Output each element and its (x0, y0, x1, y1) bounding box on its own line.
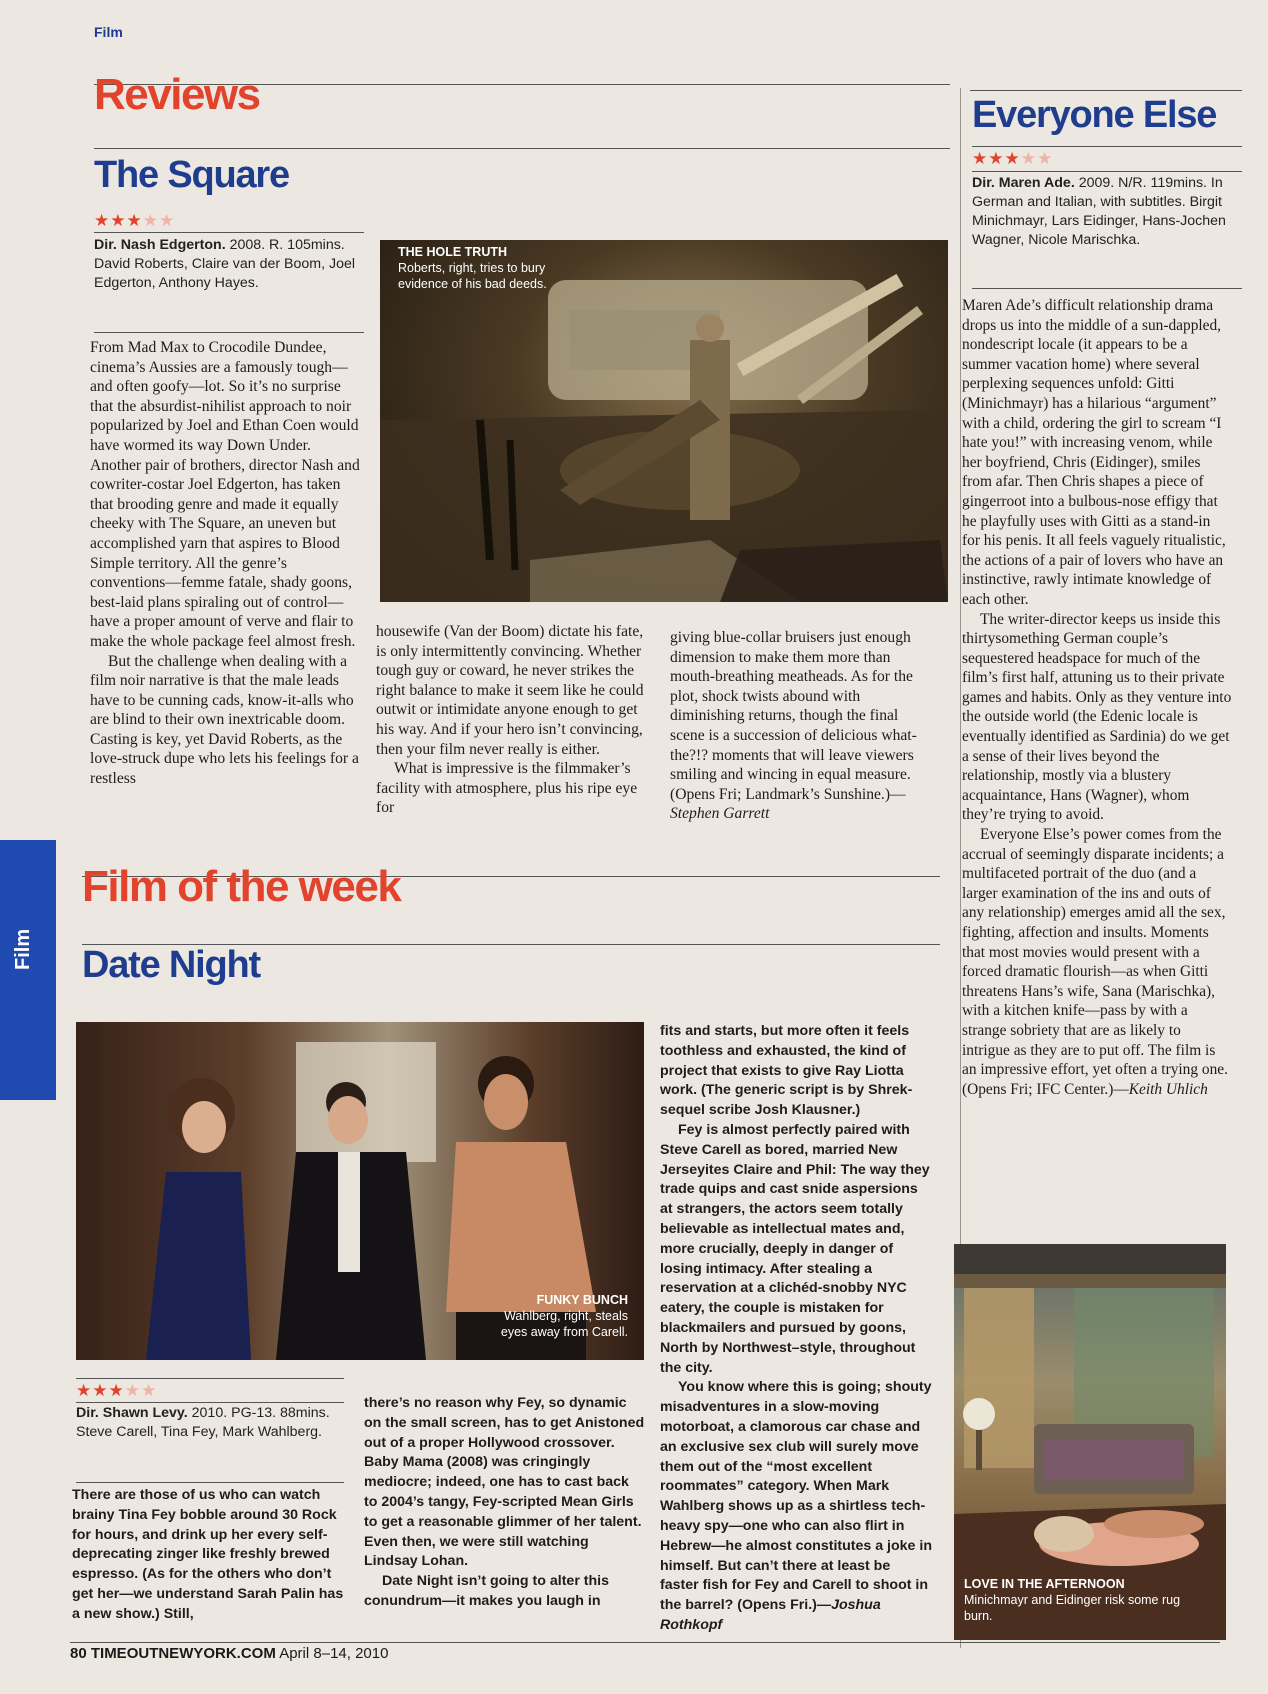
everyone-credits-rule (972, 171, 1242, 172)
section-tag: Film (94, 24, 123, 40)
square-caption (398, 244, 558, 292)
datenight-credits (76, 1404, 344, 1442)
datenight-col2-p1: there’s no reason why Fey, so dynamic on the small screen, has to get Anistoned out of a proper Hollywood crossover. Baby Mama (2008) was cringingly mediocre; indeed, one has to cast back to 2004’s tangy, Fey-scripted Mean Girls to get a reasonable glimmer of her talent. Even then, we were still watching Lindsay Lohan. (364, 1395, 645, 1570)
star-icon: ★ (108, 1381, 125, 1400)
side-tab-label: Film (12, 928, 34, 970)
star-icon: ★ (76, 1381, 93, 1400)
square-column-1 (90, 338, 360, 789)
everyone-caption-title: LOVE IN THE AFTERNOON (964, 1577, 1125, 1591)
datenight-caption-title: FUNKY BUNCH (536, 1293, 628, 1307)
datenight-col3-p2: Fey is almost perfectly paired with Steve Carell as bored, married New Jerseyites Claire and Phil: The way they trade quips and cast snide aspersions at strangers, the actors seem totally believable as intellectual mates and, more crucially, deeply in danger of losing intimacy. After stealing a reservation at a clichéd-snobby NYC eatery, the couple is mistaken for blackmailers and pursued by goons, North by Northwest–style, throughout the city. (660, 1121, 930, 1376)
star-icon: ★ (126, 211, 143, 230)
square-col1-p2: But the challenge when dealing with a film noir narrative is that the male leads have to be cunning cads, know-it-alls who are blind to their own inextricable doom. Casting is key, yet David Roberts, as the love-struck dupe who lets his feelings for a restless (90, 652, 359, 788)
star-icon: ★ (110, 211, 127, 230)
square-credits-rest: 2008. R. 105mins. David Roberts, Claire van der Boom, Joel Edgerton, Anthony Hayes. (94, 237, 356, 291)
datenight-title: Date Night (82, 944, 261, 986)
everyone-title-rule (972, 146, 1242, 147)
datenight-col3-p1: fits and starts, but more often it feels toothless and exhausted, the kind of project that exists to give Ray Liotta work. (The generic script is by Shrek-sequel scribe Josh Klausner.) (660, 1023, 913, 1119)
datenight-director: Dir. Shawn Levy. (76, 1405, 188, 1421)
datenight-column-1 (72, 1486, 354, 1625)
datenight-column-3 (660, 1022, 932, 1636)
everyone-p1: Maren Ade’s difficult relationship drama drops us into the middle of a sun-dappled, nondescript locale (it appears to be a summer vacation home) where several perplexing sequences unfold: Gitti (Minichmayr) has a hilarious “argument” with a child, ordering the girl to scream “I hate you!” with increasing venom, while her boyfriend, Chris (Eidinger), smiles from afar. Then Chris shapes a piece of gingerroot into a bulbous-nose effigy that he playfully uses with Gitti as a stand-in for his penis. It all feels vaguely ritualistic, the actions of a pair of lovers who have an instinctive, rawly intimate knowledge of each other. (962, 297, 1226, 608)
everyone-p3-text: Everyone Else’s power comes from the accrual of seemingly disparate incidents; a multifaceted portrait of the duo (and a larger examination of the ins and outs of any relationship) emerges amid all the sex, fighting, affection and insults. Moments that most movies would present with a forced dramatic flourish—as when Gitti threatens Hans’s wife, Sana (Marischka), with a kitchen knife—pass by with a strange sobriety that are as likely to intrigue as they are to put off. The film is an impressive effort, yet often a trying one. (Opens Fri; IFC Center.)— (962, 826, 1228, 1098)
star-icon: ★ (972, 149, 989, 168)
top-rule-right (970, 90, 1242, 91)
footer-site: TIMEOUTNEWYORK.COM (90, 1645, 276, 1662)
star-empty-icon: ★ (124, 1381, 141, 1400)
square-caption-title: THE HOLE TRUTH (398, 245, 508, 259)
star-icon: ★ (1004, 149, 1021, 168)
square-photo-scene (380, 240, 948, 602)
everyone-p2: The writer-director keeps us inside this thirtysomething German couple’s sequestered headspace for much of the film’s first half, attuning us to their private games and habits. Only as they venture into the outside world (the Edenic locale is eventually identified as Sardinia) do we get a sense of their lives beyond the relationship, mostly via a blustery acquaintance, Hans (Wagner), whom they’re trying to avoid. (962, 610, 1232, 824)
datenight-column-2 (364, 1394, 646, 1612)
square-caption-text: Roberts, right, tries to bury evidence of his bad deeds. (398, 261, 547, 291)
square-photo (380, 240, 948, 602)
datenight-body-rule (76, 1482, 344, 1483)
datenight-col3-p3 (660, 1378, 932, 1635)
datenight-signature: Joshua Rothkopf (660, 1597, 881, 1633)
page-number: 80 (70, 1645, 87, 1662)
datenight-caption-text: Wahlberg, right, steals eyes away from Carell. (500, 1309, 628, 1339)
datenight-stars-rule (76, 1378, 344, 1379)
square-column-3 (670, 628, 928, 824)
everyone-title: Everyone Else (972, 94, 1217, 136)
datenight-credits-rule (76, 1402, 344, 1403)
star-icon: ★ (988, 149, 1005, 168)
page-footer (70, 1645, 388, 1662)
fotw-kicker: Film of the week (82, 862, 401, 911)
square-director: Dir. Nash Edgerton. (94, 237, 226, 253)
datenight-rating (76, 1382, 157, 1399)
datenight-credits-rest: 2010. PG-13. 88mins. Steve Carell, Tina Fey, Mark Wahlberg. (76, 1405, 330, 1440)
everyone-signature: Keith Uhlich (1128, 1080, 1208, 1098)
square-column-2 (376, 622, 652, 818)
everyone-credits-rest: 2009. N/R. 119mins. In German and Italian, with subtitles. Birgit Minichmayr, Lars Eidinger, Hans-Jochen Wagner, Nicole Marischka. (972, 175, 1226, 248)
everyone-rating (972, 150, 1053, 167)
star-empty-icon: ★ (142, 211, 159, 230)
datenight-col3-p3-text: You know where this is going; shouty misadventures in a slow-moving motorboat, a clamorous car chase and an exclusive sex club will surely move them out of the “most excellent roommates” category. When Mark Wahlberg shows up as a shirtless tech-heavy spy—one who can also flirt in Hebrew—he almost constitutes a joke in himself. But can’t there at least be faster fish for Fey and Carell to shoot in the barrel? (Opens Fri.)— (660, 1379, 932, 1614)
star-icon: ★ (94, 211, 111, 230)
square-body-rule (94, 332, 364, 333)
square-credits (94, 236, 362, 293)
square-col1-p1: From Mad Max to Crocodile Dundee, cinema’s Aussies are a famously tough—and often goofy—lot. So it’s no surprise that the absurdist-nihilist approach to noir popularized by Joel and Ethan Coen would have wormed its way Down Under. Another pair of brothers, director Nash and cowriter-costar Joel Edgerton, has taken that brooding genre and made it equally cheeky with The Square, an uneven but accomplished yarn that aspires to Blood Simple territory. All the genre’s conventions—femme fatale, shady goons, best-laid plans spiraling out of control—have a proper amount of verve and flair to make the whole package feel almost fresh. (90, 339, 360, 650)
reviews-kicker: Reviews (94, 70, 260, 119)
everyone-body-rule (972, 288, 1242, 289)
everyone-body (962, 296, 1232, 1099)
square-col2-p2: What is impressive is the filmmaker’s facility with atmosphere, plus his ripe eye for (376, 760, 638, 817)
side-tab (0, 840, 56, 1100)
everyone-director: Dir. Maren Ade. (972, 175, 1075, 191)
square-signature: Stephen Garrett (670, 805, 770, 823)
star-empty-icon: ★ (1037, 149, 1054, 168)
footer-rule (70, 1642, 1220, 1643)
star-empty-icon: ★ (159, 211, 176, 230)
square-title-rule (94, 148, 950, 149)
datenight-col1-p1: There are those of us who can watch brainy Tina Fey bobble around 30 Rock for hours, and drink up her every self-deprecating zinger like freshly brewed espresso. (As for the others who don’t get her—we understand Sarah Palin has a new show.) Still, (72, 1487, 344, 1622)
star-icon: ★ (92, 1381, 109, 1400)
star-empty-icon: ★ (141, 1381, 158, 1400)
square-col3-p1: giving blue-collar bruisers just enough dimension to make them more than mouth-breathing meatheads. As for the plot, shock twists abound with diminishing returns, though the final scene is a succession of delicious what-the?!? moments that will leave viewers smiling and wincing in equal measure. (Opens Fri; Landmark’s Sunshine.)— (670, 629, 917, 803)
everyone-p3 (962, 825, 1232, 1099)
everyone-credits (972, 174, 1242, 250)
square-title: The Square (94, 154, 289, 196)
datenight-caption (500, 1292, 628, 1340)
datenight-col2-p2: Date Night isn’t going to alter this conundrum—it makes you laugh in (364, 1573, 609, 1609)
square-rating (94, 212, 175, 229)
star-empty-icon: ★ (1020, 149, 1037, 168)
everyone-caption-text: Minichmayr and Eidinger risk some rug burn. (964, 1593, 1181, 1623)
footer-dates: April 8–14, 2010 (279, 1645, 389, 1662)
square-credits-rule (94, 232, 364, 233)
square-col2-p1: housewife (Van der Boom) dictate his fate, is only intermittently convincing. Whether tough guy or coward, he never strikes the right balance to make it seem like he could outwit or intimidate anyone enough to get his way. And if your hero isn’t convincing, then your film never really is either. (376, 623, 644, 758)
everyone-caption (964, 1576, 1184, 1624)
